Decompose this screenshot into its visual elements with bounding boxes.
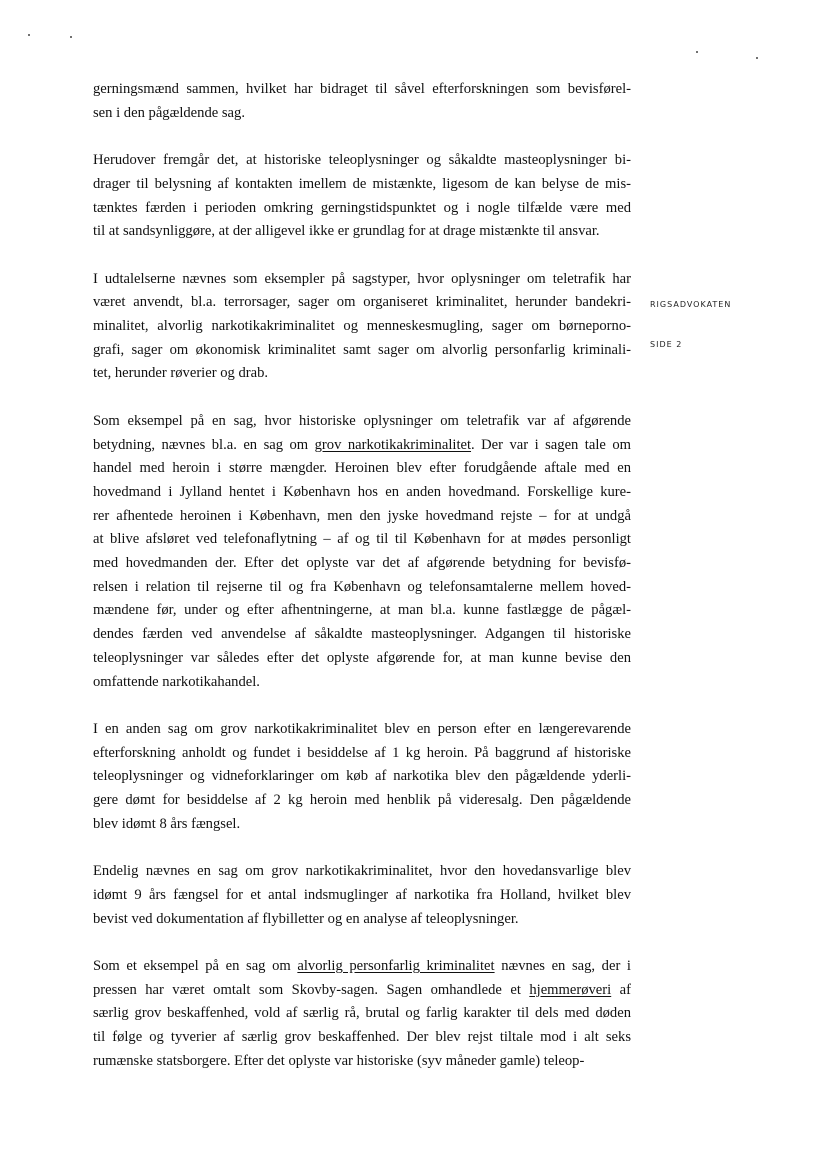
text-segment: Som eksempel på en sag, hvor historiske oplysninger om teletrafik var af afgørende <box>93 412 631 429</box>
text-segment: af <box>611 981 631 998</box>
paragraph <box>93 955 631 1074</box>
text-segment: betydning, nævnes bl.a. en sag om <box>93 436 315 453</box>
text-line <box>93 647 631 671</box>
text-segment: sen i den pågældende sag. <box>93 104 245 121</box>
text-segment: til at sandsynliggøre, at der alligevel ikke er grundlag for at drage mistænkte til ansvar. <box>93 223 600 240</box>
text-line <box>93 671 631 695</box>
text-line <box>93 908 631 932</box>
text-line <box>93 789 631 813</box>
text-segment: I en anden sag om grov narkotikakriminalitet blev en person efter en længerevarende <box>93 720 631 737</box>
text-line <box>93 860 631 884</box>
text-segment: pressen har været omtalt som Skovby-sagen. Sagen omhandlede et <box>93 981 530 998</box>
underlined-term: hjemmerøveri <box>529 981 612 998</box>
text-segment: at blive afsløret ved telefonaflytning – af og til til København for at mødes personligt <box>93 531 631 548</box>
text-segment: hovedmand i Jylland hentet i København hos en anden hovedmand. Forskellige kure- <box>93 483 631 500</box>
text-segment: I udtalelserne nævnes som eksempler på sagstyper, hvor oplysninger om teletrafik har <box>93 270 631 287</box>
organization-label: RIGSADVOKATEN <box>650 300 732 309</box>
text-segment: dendes færden ved anvendelse af såkaldte masteoplysninger. Adgangen til historiske <box>93 626 631 643</box>
text-line <box>93 457 631 481</box>
text-segment: Endelig nævnes en sag om grov narkotikakriminalitet, hvor den hovedansvarlige blev <box>93 863 631 880</box>
text-line <box>93 599 631 623</box>
paragraph <box>93 78 631 125</box>
scan-speck <box>28 34 30 36</box>
text-line <box>93 505 631 529</box>
text-segment: efterforskning anholdt og fundet i besiddelse af 1 kg heroin. På baggrund af historiske <box>93 744 631 761</box>
text-line <box>93 1002 631 1026</box>
text-segment: handel med heroin i større mængder. Heroinen blev efter forudgående aftale med en <box>93 460 631 477</box>
paragraph <box>93 410 631 694</box>
text-segment: teleoplysninger og vidneforklaringer om køb af narkotika blev den pågældende yderli- <box>93 768 631 785</box>
text-segment: Som et eksempel på en sag om <box>93 957 298 974</box>
text-line <box>93 718 631 742</box>
text-line <box>93 102 631 126</box>
text-line <box>93 884 631 908</box>
text-line <box>93 552 631 576</box>
text-line <box>93 528 631 552</box>
text-segment: været anvendt, bl.a. terrorsager, sager om organiseret kriminalitet, herunder bandekri- <box>93 294 631 311</box>
paragraph <box>93 268 631 387</box>
text-line <box>93 173 631 197</box>
text-segment: Herudover fremgår det, at historiske teleoplysninger og såkaldte masteoplysninger bi- <box>93 152 631 169</box>
text-segment: tet, herunder røverier og drab. <box>93 365 269 382</box>
text-line <box>93 268 631 292</box>
text-segment: rer afhentede heroinen i København, men den jyske hovedmand rejste – for at undgå <box>93 507 631 524</box>
text-line <box>93 955 631 979</box>
text-segment: blev idømt 8 års fængsel. <box>93 815 241 832</box>
text-line <box>93 220 631 244</box>
text-line <box>93 813 631 837</box>
text-line <box>93 1050 631 1074</box>
text-line <box>93 742 631 766</box>
text-segment: rumænske statsborgere. Efter det oplyste var historiske (syv måneder gamle) teleop- <box>93 1052 585 1069</box>
text-segment: til følge og tyverier af særlig grov beskaffenhed. Der blev rejst tiltale mod i alt seks <box>93 1029 631 1046</box>
underlined-term: alvorlig personfarlig kriminalitet <box>297 957 495 974</box>
text-line <box>93 339 631 363</box>
text-line <box>93 78 631 102</box>
scan-speck <box>70 36 72 38</box>
text-segment: bevist ved dokumentation af flybilletter og en analyse af teleoplysninger. <box>93 910 519 927</box>
text-segment: . Der var i sagen tale om <box>471 436 631 453</box>
scan-speck <box>696 51 698 53</box>
text-segment: gere dømt for besiddelse af 2 kg heroin med henblik på videresalg. Den pågældende <box>93 792 631 809</box>
page-number-label: SIDE 2 <box>650 340 683 349</box>
text-line <box>93 197 631 221</box>
text-segment: minalitet, alvorlig narkotikakriminalitet og menneskesmugling, sager om børneporno- <box>93 318 631 334</box>
text-line <box>93 576 631 600</box>
text-line <box>93 362 631 386</box>
text-line <box>93 410 631 434</box>
text-segment: særlig grov beskaffenhed, vold af særlig rå, brutal og farlig karakter til dels med døden <box>93 1005 631 1022</box>
text-segment: teleoplysninger var således efter det oplyste afgørende for, at man kunne bevise den <box>93 649 631 666</box>
text-segment: grafi, sager om økonomisk kriminalitet samt sager om alvorlig personfarlig kriminali- <box>93 341 631 358</box>
text-line <box>93 149 631 173</box>
text-line <box>93 291 631 315</box>
scan-speck <box>756 57 758 59</box>
text-line <box>93 1026 631 1050</box>
text-line <box>93 979 631 1003</box>
text-segment: mændene før, under og efter afhentningerne, at man bl.a. kunne fastlægge de pågæl- <box>93 602 631 619</box>
text-segment: tænktes færden i perioden omkring gerningstidspunktet og i nogle tilfælde være med <box>93 199 631 216</box>
text-segment: nævnes en sag, der i <box>494 957 631 974</box>
text-line <box>93 623 631 647</box>
paragraph <box>93 718 631 837</box>
text-segment: omfattende narkotikahandel. <box>93 673 260 690</box>
text-line <box>93 434 631 458</box>
paragraph <box>93 860 631 931</box>
text-segment: drager til belysning af kontakten imellem de mistænkte, ligesom de kan belyse de mis- <box>93 175 631 192</box>
text-segment: relsen i relation til rejserne til og fra København og telefonsamtalerne mellem hoved- <box>93 578 631 595</box>
text-line <box>93 481 631 505</box>
text-line <box>93 315 631 339</box>
underlined-term: grov narkotikakriminalitet <box>314 436 472 453</box>
text-segment: gerningsmænd sammen, hvilket har bidraget til såvel efterforskningen som bevisførel- <box>93 81 631 97</box>
text-segment: idømt 9 års fængsel for et antal indsmuglinger af narkotika fra Holland, hvilket blev <box>93 886 631 903</box>
document-body <box>93 78 631 1097</box>
paragraph <box>93 149 631 244</box>
text-segment: med hovedmanden der. Efter det oplyste var det af afgørende betydning for bevisfø- <box>93 555 631 572</box>
text-line <box>93 765 631 789</box>
